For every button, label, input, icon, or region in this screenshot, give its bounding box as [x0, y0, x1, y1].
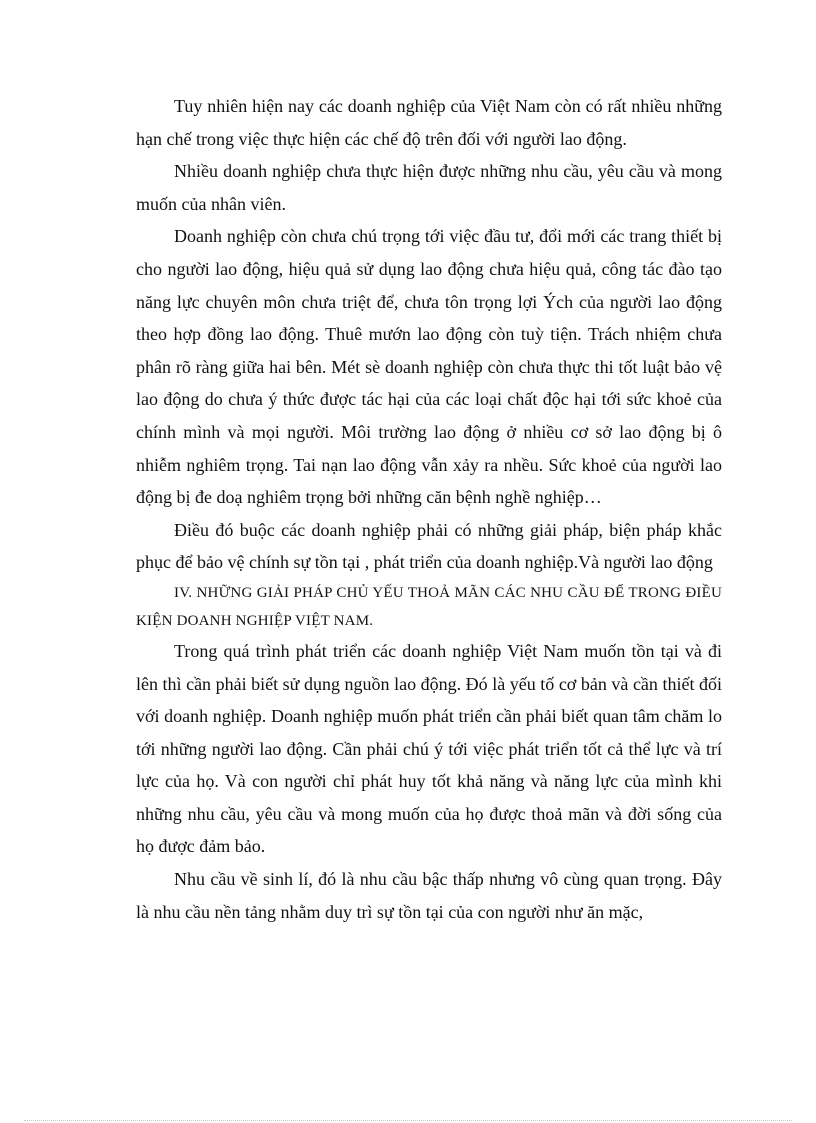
paragraph-development-process: Trong quá trình phát triển các doanh nghiệp Việt Nam muốn tồn tại và đi lên thì cần phải biết sử dụng nguồn lao động. Đó là yếu tố cơ bản và cần thiết đối với doanh nghiệp. Doanh nghiệp muốn phát triển cần phải biết quan tâm chăm lo tới những người lao động. Cần phải chú ý tới việc phát triển tốt cả thể lực và trí lực của họ. Và con người chỉ phát huy tốt khả năng và năng lực của mình khi những nhu cầu, yêu cầu và mong muốn của họ được thoả mãn và đời sống của họ được đảm bảo.: [136, 640, 722, 857]
document-page: [136, 90, 722, 928]
paragraph-unmet-needs: Nhiều doanh nghiệp chưa thực hiện được những nhu cầu, yêu cầu và mong muốn của nhân viên.: [136, 161, 722, 214]
paragraph-physiological-needs: Nhu cầu về sinh lí, đó là nhu cầu bậc thấp nhưng vô cùng quan trọng. Đây là nhu cầu nền tảng nhằm duy trì sự tồn tại của con người như ăn mặc,: [136, 869, 722, 922]
paragraph-investment-issues: Doanh nghiệp còn chưa chú trọng tới việc đầu tư, đổi mới các trang thiết bị cho người lao động, hiệu quả sử dụng lao động chưa hiệu quả, công tác đào tạo năng lực chuyên môn chưa triệt để, chưa tôn trọng lợi Ých của người lao động theo hợp đồng lao động. Thuê mướn lao động còn tuỳ tiện. Trách nhiệm chưa phân rõ ràng giữa hai bên. Mét sè doanh nghiệp còn chưa thực thi tốt luật bảo vệ lao động do chưa ý thức được tác hại của các loại chất độc hại tới sức khoẻ của chính mình và mọi người. Môi trường lao động ở nhiều cơ sở lao động bị ô nhiễm nghiêm trọng. Tai nạn lao động vẫn xảy ra nhều. Sức khoẻ của người lao động bị đe doạ nghiêm trọng bởi những căn bệnh nghề nghiệp…: [136, 226, 722, 508]
section-heading: IV. NHỮNG GIẢI PHÁP CHỦ YẾU THOẢ MÃN CÁC NHU CẦU ĐỂ TRONG ĐIỀU KIỆN DOANH NGHIỆP VIỆT NAM.: [136, 584, 722, 629]
paragraph-solutions-needed: Điều đó buộc các doanh nghiệp phải có những giải pháp, biện pháp khắc phục để bảo vệ chính sự tồn tại , phát triển của doanh nghiệp.Và người lao động: [136, 519, 722, 573]
paragraph-limitations: Tuy nhiên hiện nay các doanh nghiệp của Việt Nam còn có rất nhiều những hạn chế trong việc thực hiện các chế độ trên đối với người lao động.: [136, 96, 722, 149]
page-bottom-divider: [24, 1120, 792, 1121]
